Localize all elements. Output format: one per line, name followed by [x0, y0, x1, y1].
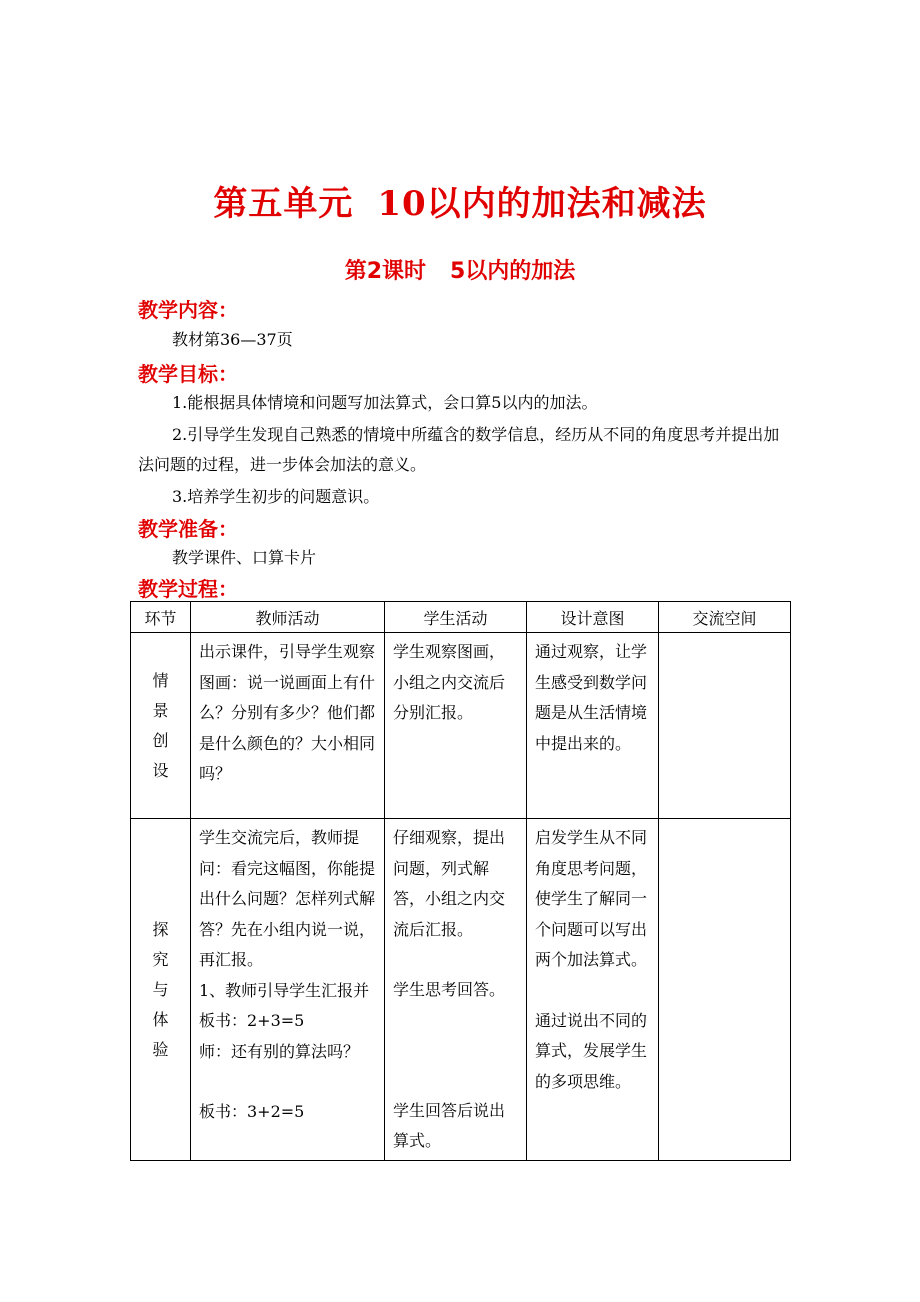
content-text: 教材第36—37页 [172, 330, 293, 349]
header-student: 学生活动 [385, 602, 527, 633]
goal-1: 1.能根据具体情境和问题写加法算式，会口算5以内的加法。 [172, 393, 598, 412]
content-heading: 教学内容： [138, 298, 238, 322]
header-phase: 环节 [131, 602, 191, 633]
prep-heading: 教学准备： [138, 517, 238, 541]
process-table [130, 601, 791, 1161]
unit-title: 第五单元 10以内的加法和减法 [213, 184, 707, 224]
prep-text: 教学课件、口算卡片 [172, 548, 317, 567]
goal-2: 2.引导学生发现自己熟悉的情境中所蕴含的数学信息，经历从不同的角度思考并提出加法问题的过程，进一步体会加法的意义。 [138, 425, 780, 474]
phase-cell: 探 究 与 体 验 [131, 819, 191, 1161]
table-row [131, 633, 791, 819]
student-activity-cell: 仔细观察，提出问题，列式解答，小组之内交流后汇报。 学生思考回答。 学生回答后说出算式。 [385, 819, 527, 1161]
design-intent-cell: 通过观察，让学生感受到数学问题是从生活情境中提出来的。 [527, 633, 659, 819]
header-space: 交流空间 [659, 602, 791, 633]
process-heading: 教学过程： [138, 577, 238, 601]
goals-heading: 教学目标： [138, 362, 238, 386]
table-row [131, 819, 791, 1161]
goal-3: 3.培养学生初步的问题意识。 [172, 487, 380, 506]
table-header-row [131, 602, 791, 633]
teacher-activity-cell: 学生交流完后，教师提问：看完这幅图，你能提出什么问题？怎样列式解答？先在小组内说一说，再汇报。 1、教师引导学生汇报并板书：2+3=5 师：还有别的算法吗？ 板书：3+2=5 [191, 819, 385, 1161]
teacher-activity-cell: 出示课件，引导学生观察图画：说一说画面上有什么？分别有多少？他们都是什么颜色的？大小相同吗？ [191, 633, 385, 819]
design-intent-cell: 启发学生从不同角度思考问题，使学生了解同一个问题可以写出两个加法算式。 通过说出不同的算式，发展学生的多项思维。 [527, 819, 659, 1161]
exchange-space-cell [659, 819, 791, 1161]
header-teacher: 教师活动 [191, 602, 385, 633]
phase-cell: 情 景 创 设 [131, 633, 191, 819]
exchange-space-cell [659, 633, 791, 819]
lesson-subtitle: 第2课时 5以内的加法 [344, 259, 576, 284]
student-activity-cell: 学生观察图画，小组之内交流后分别汇报。 [385, 633, 527, 819]
header-intent: 设计意图 [527, 602, 659, 633]
